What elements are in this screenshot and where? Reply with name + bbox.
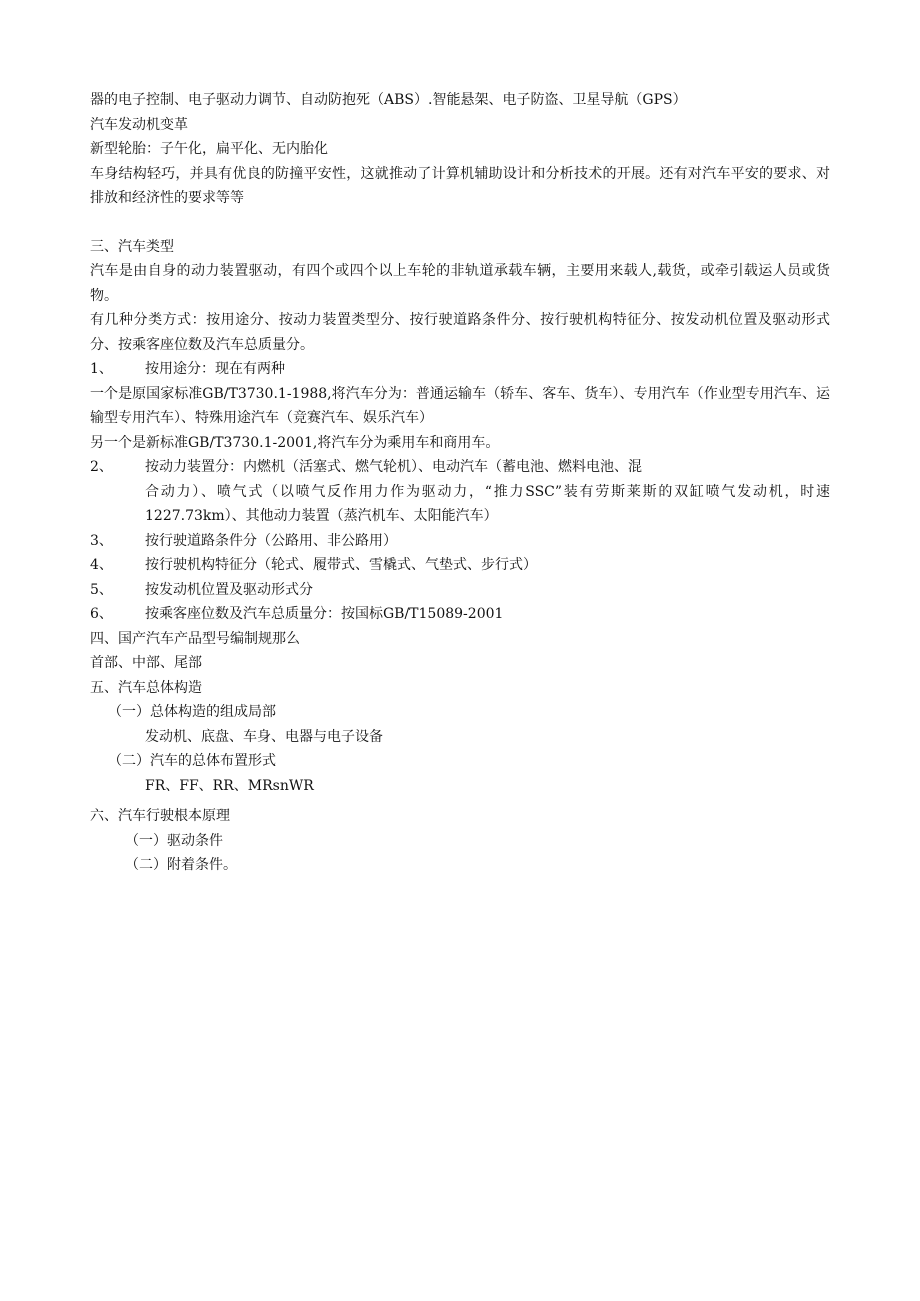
list-number: 6、 [90, 606, 113, 622]
list-text: 按动力装置分：内燃机（活塞式、燃气轮机）、电动汽车（蓄电池、燃料电池、混 [145, 459, 642, 475]
list-number: 4、 [90, 557, 113, 573]
list-item [90, 455, 830, 480]
list-item [90, 357, 830, 382]
section-heading: 六、汽车行驶根本原理 [90, 808, 230, 824]
list-item [90, 602, 830, 627]
list-text: 按行驶道路条件分（公路用、非公路用） [145, 532, 397, 549]
list-continuation: 合动力）、喷气式（以喷气反作用力作为驱动力，“推力SSC”装有劳斯莱斯的双缸喷气发动机，时速1227.73km）、其他动力装置（蒸汽机车、太阳能汽车） [145, 483, 830, 524]
list-number: 2、 [90, 459, 113, 475]
section-heading: 四、国产汽车产品型号编制规那么 [90, 630, 300, 647]
spacer [90, 211, 830, 235]
list-item [90, 553, 830, 578]
text-line: FR、FF、RR、MRsnWR [145, 777, 314, 794]
text-line: 汽车发动机变革 [90, 116, 188, 133]
paragraph: 车身结构轻巧，并具有优良的防撞平安性，这就推动了计算机辅助设计和分析技术的开展。还有对汽车平安的要求、对排放和经济性的要求等等 [90, 165, 830, 206]
list-item [90, 578, 830, 603]
document-body [90, 88, 830, 878]
subsection-heading: （一）总体构造的组成局部 [108, 704, 276, 720]
list-text: 按乘客座位数及汽车总质量分：按国标GB/T15089-2001 [145, 606, 504, 622]
list-text: 按用途分：现在有两种 [145, 361, 285, 377]
paragraph: 汽车是由自身的动力装置驱动，有四个或四个以上车轮的非轨道承载车辆，主要用来载人,载货，或牵引载运人员或货物。 [90, 263, 830, 304]
text-line: 首部、中部、尾部 [90, 655, 202, 671]
text-line: 器的电子控制、电子驱动力调节、自动防抱死（ABS）.智能悬架、电子防盗、卫星导航（GPS） [90, 92, 687, 108]
list-text: 按行驶机构特征分（轮式、履带式、雪橇式、气垫式、步行式） [145, 557, 537, 573]
list-number: 1、 [90, 361, 113, 377]
section-heading: 五、汽车总体构造 [90, 679, 202, 696]
subsection-heading: （二）附着条件。 [125, 857, 237, 873]
list-text: 按发动机位置及驱动形式分 [145, 581, 313, 598]
section-heading: 三、汽车类型 [90, 238, 174, 255]
text-line: 新型轮胎：子午化，扁平化、无内胎化 [90, 141, 328, 157]
list-item [90, 529, 830, 554]
subsection-heading: （一）驱动条件 [125, 832, 223, 849]
text-line: 发动机、底盘、车身、电器与电子设备 [145, 728, 383, 745]
subsection-heading: （二）汽车的总体布置形式 [108, 753, 276, 769]
list-number: 3、 [90, 532, 113, 549]
text-line: 另一个是新标准GB/T3730.1-2001,将汽车分为乘用车和商用车。 [90, 434, 500, 451]
list-number: 5、 [90, 581, 113, 598]
paragraph: 一个是原国家标准GB/T3730.1-1988,将汽车分为：普通运输车（轿车、客车、货车）、专用汽车（作业型专用汽车、运输型专用汽车）、特殊用途汽车（竞赛汽车、娱乐汽车） [90, 385, 830, 426]
paragraph: 有几种分类方式：按用途分、按动力装置类型分、按行驶道路条件分、按行驶机构特征分、按发动机位置及驱动形式分、按乘客座位数及汽车总质量分。 [90, 312, 830, 353]
